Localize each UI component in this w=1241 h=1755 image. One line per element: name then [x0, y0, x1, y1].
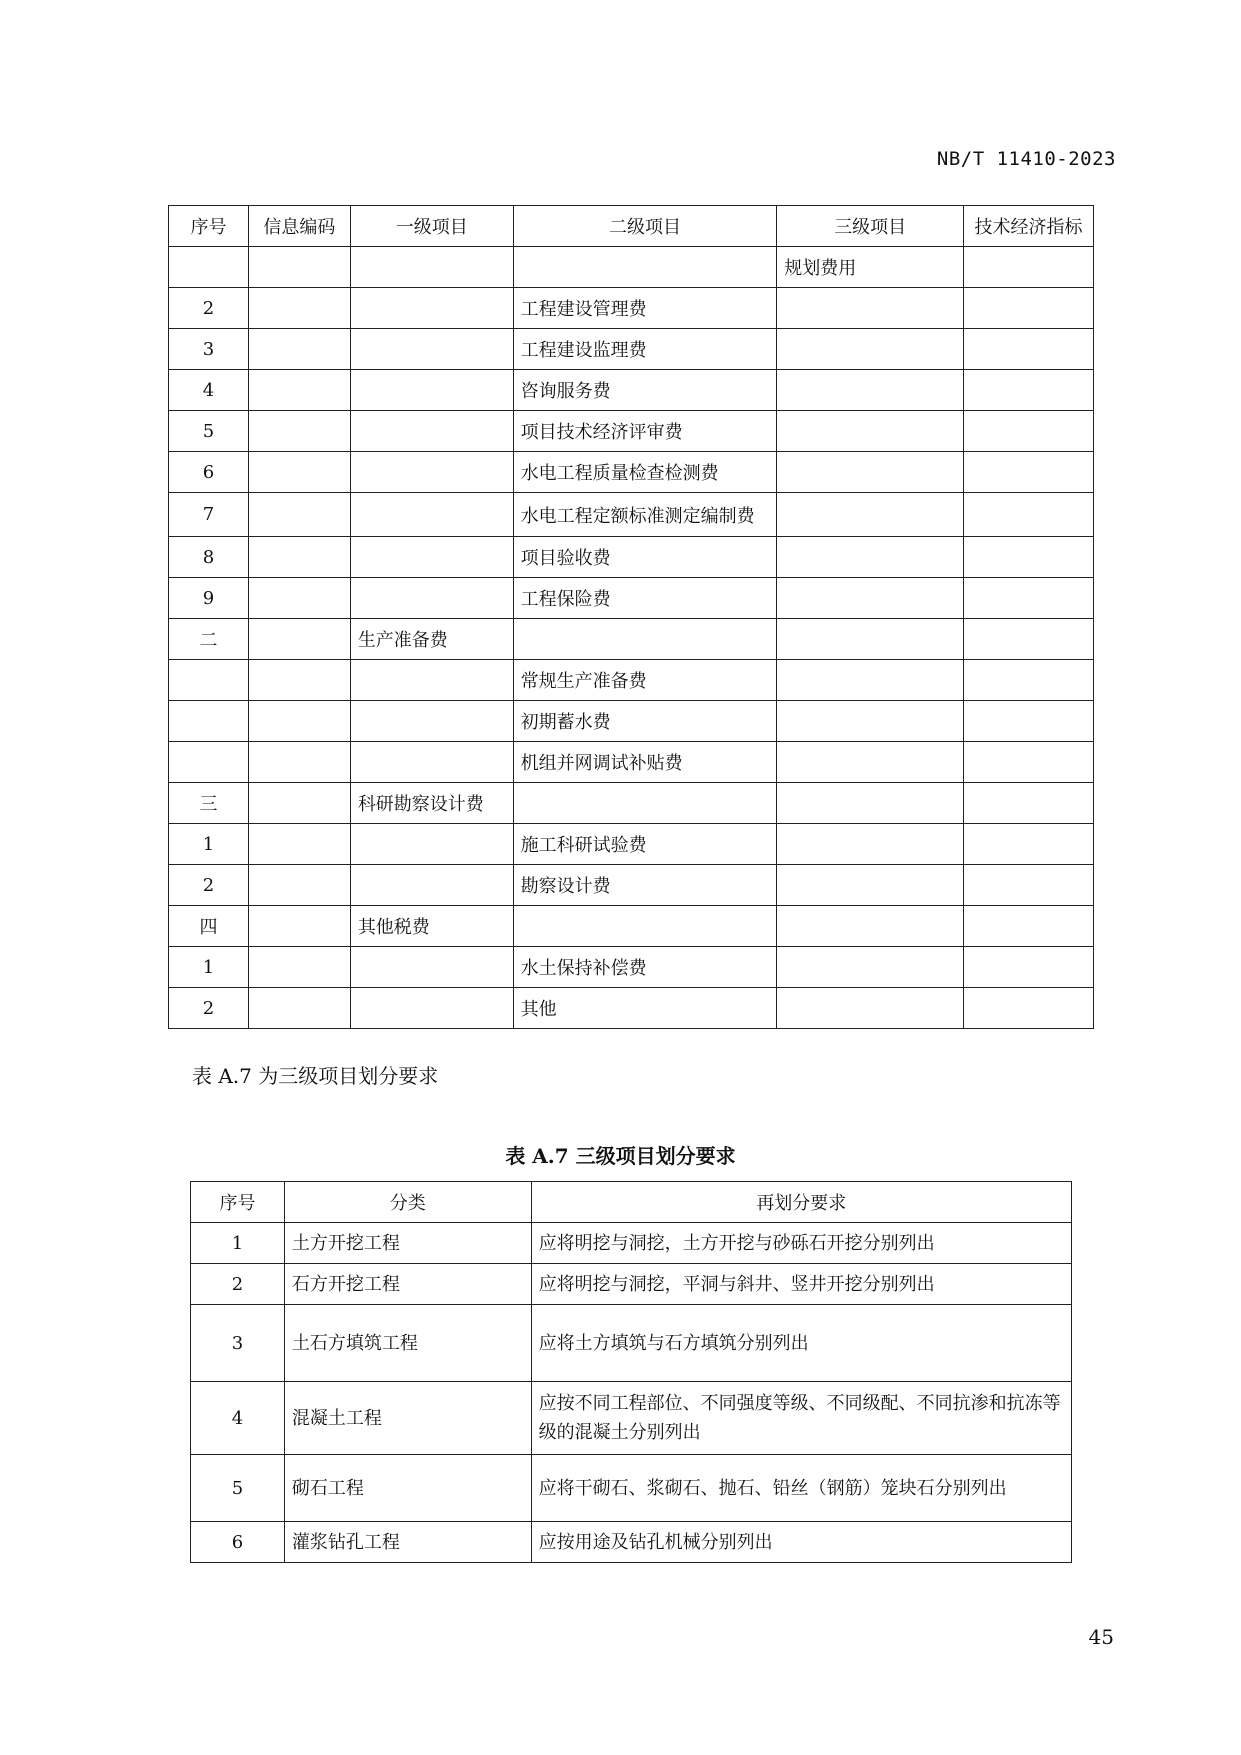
table-cell — [964, 701, 1094, 742]
table-cell: 三 — [169, 783, 249, 824]
table-row — [169, 247, 1094, 288]
header-tech-econ-index: 技术经济指标 — [964, 206, 1094, 247]
table-cell — [777, 288, 964, 329]
table-cell: 其他 — [513, 988, 777, 1029]
table-cell: 土石方填筑工程 — [284, 1305, 531, 1382]
table-cell: 3 — [169, 329, 249, 370]
table-cell — [248, 824, 350, 865]
table-cell — [777, 370, 964, 411]
table-cell — [964, 824, 1094, 865]
table-cell: 水电工程质量检查检测费 — [513, 452, 777, 493]
table-cell — [777, 619, 964, 660]
table-cell — [248, 701, 350, 742]
table-cell — [350, 288, 513, 329]
table-cell: 工程建设管理费 — [513, 288, 777, 329]
table-cell — [169, 660, 249, 701]
table-row — [191, 1455, 1072, 1522]
table-cell: 1 — [169, 824, 249, 865]
table-cell: 施工科研试验费 — [513, 824, 777, 865]
table-row — [169, 537, 1094, 578]
standard-code: NB/T 11410-2023 — [936, 148, 1116, 170]
table-row — [169, 701, 1094, 742]
table-cell — [248, 247, 350, 288]
table-cell — [248, 537, 350, 578]
table-cell — [513, 906, 777, 947]
table-row — [169, 742, 1094, 783]
table-row — [169, 660, 1094, 701]
table-cell: 应将明挖与洞挖，平洞与斜井、竖井开挖分别列出 — [531, 1264, 1071, 1305]
table-cell — [964, 742, 1094, 783]
table-row — [191, 1305, 1072, 1382]
table-cell: 工程保险费 — [513, 578, 777, 619]
table-row — [169, 824, 1094, 865]
table-cell: 土方开挖工程 — [284, 1223, 531, 1264]
level3-division-table — [190, 1181, 1072, 1563]
table-cell — [777, 783, 964, 824]
table-header-row — [191, 1182, 1072, 1223]
table-cell: 水电工程定额标准测定编制费 — [513, 493, 777, 537]
table-cell — [350, 865, 513, 906]
table-cell: 石方开挖工程 — [284, 1264, 531, 1305]
table-cell: 8 — [169, 537, 249, 578]
header-level1: 一级项目 — [350, 206, 513, 247]
table-cell — [350, 578, 513, 619]
table-cell — [350, 988, 513, 1029]
table-cell: 2 — [169, 865, 249, 906]
table-cell — [248, 288, 350, 329]
table-cell — [777, 824, 964, 865]
table-row — [169, 493, 1094, 537]
header-level2: 二级项目 — [513, 206, 777, 247]
table-cell — [350, 537, 513, 578]
table-cell — [248, 619, 350, 660]
table-cell — [248, 742, 350, 783]
table-cell — [248, 578, 350, 619]
table-row — [169, 619, 1094, 660]
table-cell — [777, 701, 964, 742]
table-row — [169, 947, 1094, 988]
table-cell — [964, 865, 1094, 906]
table-cell: 混凝土工程 — [284, 1382, 531, 1455]
table-cell: 初期蓄水费 — [513, 701, 777, 742]
table-cell: 常规生产准备费 — [513, 660, 777, 701]
header-category: 分类 — [284, 1182, 531, 1223]
table-cell: 2 — [169, 988, 249, 1029]
table-cell — [777, 988, 964, 1029]
table-cell: 9 — [169, 578, 249, 619]
table-cell — [964, 370, 1094, 411]
table-cell — [350, 411, 513, 452]
table-cell — [964, 452, 1094, 493]
table-cell — [248, 865, 350, 906]
header-level3: 三级项目 — [777, 206, 964, 247]
table-cell — [777, 947, 964, 988]
table-cell: 应将干砌石、浆砌石、抛石、铅丝（钢筋）笼块石分别列出 — [531, 1455, 1071, 1522]
table-cell — [169, 701, 249, 742]
table-cell: 1 — [191, 1223, 285, 1264]
table-cell: 勘察设计费 — [513, 865, 777, 906]
table-cell — [248, 906, 350, 947]
table-cell — [964, 619, 1094, 660]
table-cell — [350, 247, 513, 288]
table-cell — [964, 411, 1094, 452]
header-requirement: 再划分要求 — [531, 1182, 1071, 1223]
table-cell — [777, 742, 964, 783]
table-cell — [513, 783, 777, 824]
table-row — [169, 288, 1094, 329]
header-seq: 序号 — [169, 206, 249, 247]
table-row — [169, 783, 1094, 824]
table-cell — [964, 329, 1094, 370]
table-cell: 2 — [191, 1264, 285, 1305]
table-cell: 2 — [169, 288, 249, 329]
table-row — [191, 1382, 1072, 1455]
table-cell — [964, 660, 1094, 701]
header-info-code: 信息编码 — [248, 206, 350, 247]
table-cell: 4 — [191, 1382, 285, 1455]
table-cell: 应将土方填筑与石方填筑分别列出 — [531, 1305, 1071, 1382]
table-cell: 5 — [169, 411, 249, 452]
table-cell — [777, 660, 964, 701]
table-cell — [248, 783, 350, 824]
table-cell — [169, 742, 249, 783]
table-cell — [964, 493, 1094, 537]
table-cell — [350, 493, 513, 537]
table-cell — [350, 947, 513, 988]
table-cell — [777, 411, 964, 452]
table-cell — [777, 578, 964, 619]
table-cell: 应将明挖与洞挖，土方开挖与砂砾石开挖分别列出 — [531, 1223, 1071, 1264]
table-cell: 灌浆钻孔工程 — [284, 1522, 531, 1563]
table-row — [169, 578, 1094, 619]
table-cell — [964, 906, 1094, 947]
table-cell — [248, 660, 350, 701]
table-caption: 表 A.7 三级项目划分要求 — [505, 1144, 736, 1168]
table-cell — [777, 537, 964, 578]
table-cell — [169, 247, 249, 288]
body-paragraph: 表 A.7 为三级项目划分要求 — [192, 1064, 439, 1088]
table-cell — [777, 906, 964, 947]
table-cell: 项目验收费 — [513, 537, 777, 578]
table-row — [169, 370, 1094, 411]
table-cell: 6 — [191, 1522, 285, 1563]
table-cell: 应按不同工程部位、不同强度等级、不同级配、不同抗渗和抗冻等级的混凝土分别列出 — [531, 1382, 1071, 1455]
table-cell — [350, 329, 513, 370]
table-cell — [964, 537, 1094, 578]
table-cell — [513, 247, 777, 288]
table-cell — [964, 578, 1094, 619]
table-row — [169, 329, 1094, 370]
table-cell: 机组并网调试补贴费 — [513, 742, 777, 783]
table-cell: 砌石工程 — [284, 1455, 531, 1522]
table-cell: 3 — [191, 1305, 285, 1382]
table-cell — [777, 452, 964, 493]
table-cell — [964, 988, 1094, 1029]
table-cell — [350, 452, 513, 493]
table-cell: 水土保持补偿费 — [513, 947, 777, 988]
table-row — [169, 906, 1094, 947]
table-cell — [777, 329, 964, 370]
table-row — [169, 452, 1094, 493]
table-cell: 5 — [191, 1455, 285, 1522]
table-cell — [513, 619, 777, 660]
table-cell — [777, 865, 964, 906]
table-cell — [248, 493, 350, 537]
table-cell — [248, 947, 350, 988]
table-row — [191, 1264, 1072, 1305]
table-cell — [350, 660, 513, 701]
table-cell — [350, 742, 513, 783]
table-cell: 4 — [169, 370, 249, 411]
table-cell — [777, 493, 964, 537]
table-cell: 工程建设监理费 — [513, 329, 777, 370]
table-cell — [964, 947, 1094, 988]
header-seq: 序号 — [191, 1182, 285, 1223]
table-cell: 生产准备费 — [350, 619, 513, 660]
table-row — [191, 1223, 1072, 1264]
table-row — [169, 411, 1094, 452]
table-cell: 1 — [169, 947, 249, 988]
table-cell: 规划费用 — [777, 247, 964, 288]
table-cell: 咨询服务费 — [513, 370, 777, 411]
table-cell: 其他税费 — [350, 906, 513, 947]
table-cell: 二 — [169, 619, 249, 660]
table-cell — [964, 783, 1094, 824]
table-cell — [248, 329, 350, 370]
table-cell — [964, 247, 1094, 288]
table-cell: 四 — [169, 906, 249, 947]
page-number: 45 — [1088, 1625, 1114, 1649]
table-cell — [350, 701, 513, 742]
table-cell — [248, 452, 350, 493]
table-cell — [248, 411, 350, 452]
table-cell — [350, 370, 513, 411]
table-cell: 6 — [169, 452, 249, 493]
cost-items-table — [168, 205, 1094, 1029]
table-cell: 7 — [169, 493, 249, 537]
table-cell — [964, 288, 1094, 329]
table-cell — [350, 824, 513, 865]
table-row — [169, 865, 1094, 906]
table-cell: 应按用途及钻孔机械分别列出 — [531, 1522, 1071, 1563]
table-row — [169, 988, 1094, 1029]
table-cell: 科研勘察设计费 — [350, 783, 513, 824]
table-cell: 项目技术经济评审费 — [513, 411, 777, 452]
table-cell — [248, 370, 350, 411]
table-header-row — [169, 206, 1094, 247]
table-cell — [248, 988, 350, 1029]
table-row — [191, 1522, 1072, 1563]
